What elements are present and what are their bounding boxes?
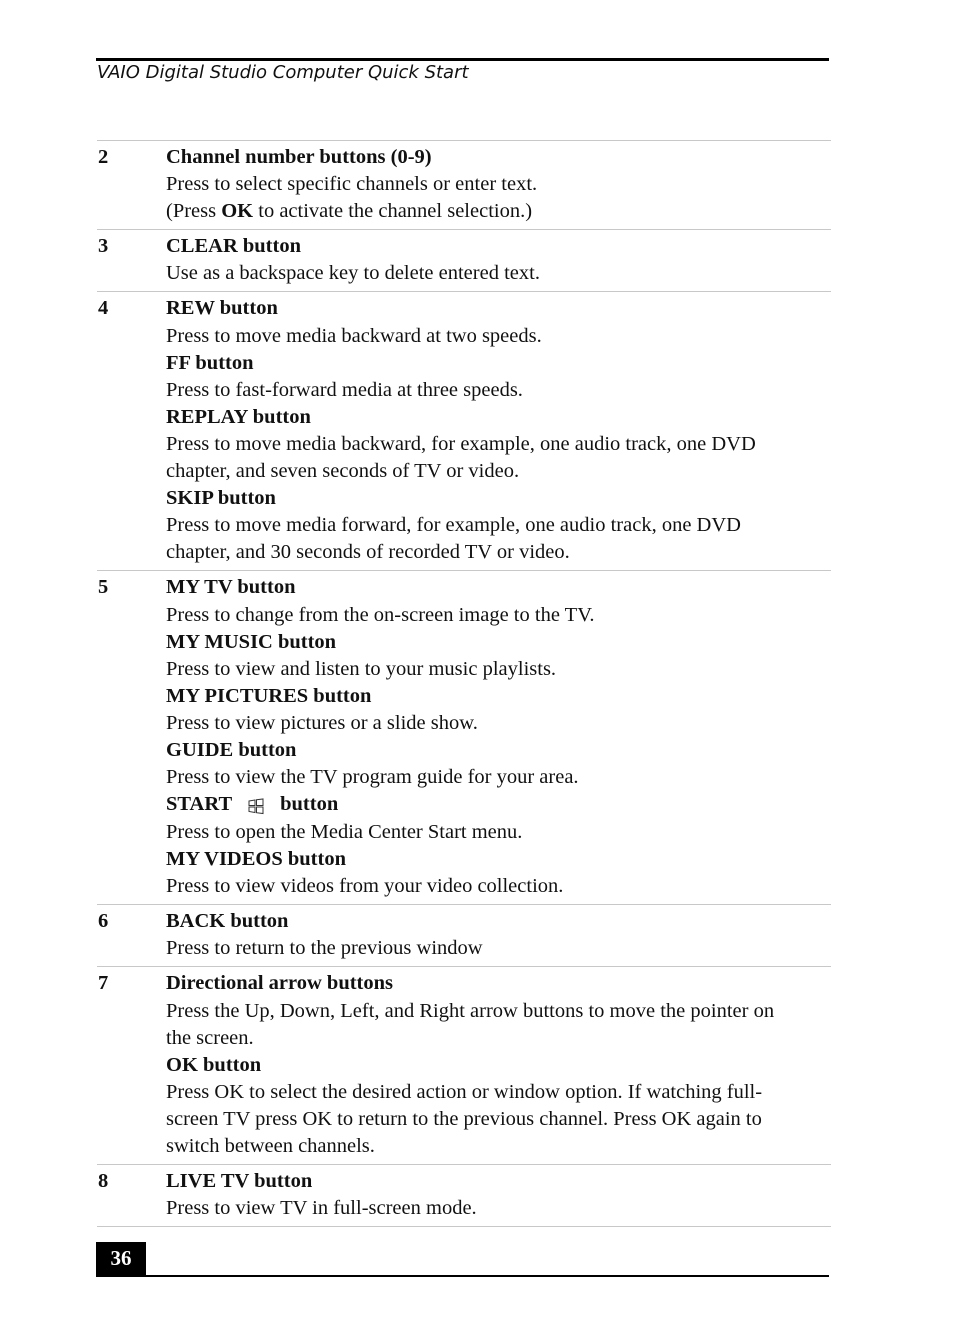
table-row bbox=[97, 904, 831, 966]
button-description: Press to move media backward at two speeds. bbox=[166, 324, 542, 347]
button-description: Press the Up, Down, Left, and Right arrow buttons to move the pointer on bbox=[166, 999, 775, 1022]
running-header: VAIO Digital Studio Computer Quick Start bbox=[97, 62, 469, 83]
button-description: Press to view and listen to your music playlists. bbox=[166, 657, 557, 680]
button-title bbox=[166, 791, 831, 819]
row-number: 4 bbox=[98, 297, 109, 320]
button-description: Press to move media backward, for example, one audio track, one DVD bbox=[166, 432, 756, 455]
row-content bbox=[166, 295, 831, 566]
button-title: BACK button bbox=[166, 910, 289, 933]
table-row bbox=[97, 966, 831, 1164]
button-description: Press to fast-forward media at three speeds. bbox=[166, 378, 523, 401]
start-title-text: START bbox=[166, 793, 233, 816]
desc-text: to activate the channel selection.) bbox=[253, 200, 533, 223]
row-number: 5 bbox=[98, 576, 109, 599]
button-title: LIVE TV button bbox=[166, 1170, 313, 1193]
row-content bbox=[166, 970, 831, 1160]
button-title: CLEAR button bbox=[166, 235, 301, 258]
button-description: Press to move media forward, for example, one audio track, one DVD bbox=[166, 514, 741, 537]
windows-start-icon bbox=[232, 792, 280, 819]
row-number: 3 bbox=[98, 235, 109, 258]
table-row bbox=[97, 570, 831, 904]
row-number: 7 bbox=[98, 972, 109, 995]
button-description: Press to change from the on-screen image to the TV. bbox=[166, 603, 595, 626]
button-description: Press OK to select the desired action or window option. If watching full- bbox=[166, 1080, 763, 1103]
button-title: Directional arrow buttons bbox=[166, 972, 394, 995]
start-title-text: button bbox=[280, 793, 339, 816]
button-description: Press to open the Media Center Start menu. bbox=[166, 821, 523, 843]
button-description: Press to view the TV program guide for your area. bbox=[166, 766, 579, 789]
row-content bbox=[166, 1168, 831, 1222]
button-title: MY VIDEOS button bbox=[166, 848, 346, 871]
button-description-table bbox=[97, 140, 831, 1227]
header-rule bbox=[96, 58, 829, 61]
button-description bbox=[166, 198, 831, 225]
page-number: 36 bbox=[96, 1242, 146, 1277]
button-description: Press to select specific channels or enter text. bbox=[166, 173, 538, 196]
button-description: switch between channels. bbox=[166, 1135, 375, 1158]
button-title: MY TV button bbox=[166, 576, 296, 599]
button-description: Press to return to the previous window bbox=[166, 937, 483, 960]
desc-text: (Press bbox=[166, 200, 222, 223]
button-description: the screen. bbox=[166, 1026, 254, 1049]
button-title: Channel number buttons (0-9) bbox=[166, 146, 432, 168]
row-content bbox=[166, 908, 831, 962]
table-row bbox=[97, 1164, 831, 1227]
table-row bbox=[97, 140, 831, 229]
button-title: GUIDE button bbox=[166, 738, 297, 761]
button-description: Press to view videos from your video collection. bbox=[166, 875, 564, 898]
desc-bold-text: OK bbox=[221, 200, 254, 223]
footer-rule bbox=[96, 1275, 829, 1277]
row-number: 2 bbox=[98, 146, 109, 168]
row-number: 8 bbox=[98, 1170, 109, 1193]
button-title: MY MUSIC button bbox=[166, 630, 337, 653]
row-number: 6 bbox=[98, 910, 109, 933]
button-title: MY PICTURES button bbox=[166, 684, 372, 707]
button-title: SKIP button bbox=[166, 487, 276, 510]
button-title: REPLAY button bbox=[166, 405, 311, 428]
table-row bbox=[97, 229, 831, 291]
button-description: screen TV press OK to return to the previous channel. Press OK again to bbox=[166, 1107, 762, 1130]
button-description: Use as a backspace key to delete entered text. bbox=[166, 262, 540, 285]
row-content bbox=[166, 574, 831, 900]
row-content bbox=[166, 144, 831, 225]
table-row bbox=[97, 291, 831, 570]
button-description: chapter, and seven seconds of TV or video. bbox=[166, 460, 520, 483]
button-description: Press to view pictures or a slide show. bbox=[166, 711, 478, 734]
button-description: Press to view TV in full-screen mode. bbox=[166, 1197, 477, 1220]
button-title: OK button bbox=[166, 1053, 262, 1076]
button-title: FF button bbox=[166, 351, 254, 374]
button-description: chapter, and 30 seconds of recorded TV or video. bbox=[166, 541, 570, 564]
row-content bbox=[166, 233, 831, 287]
button-title: REW button bbox=[166, 297, 278, 320]
